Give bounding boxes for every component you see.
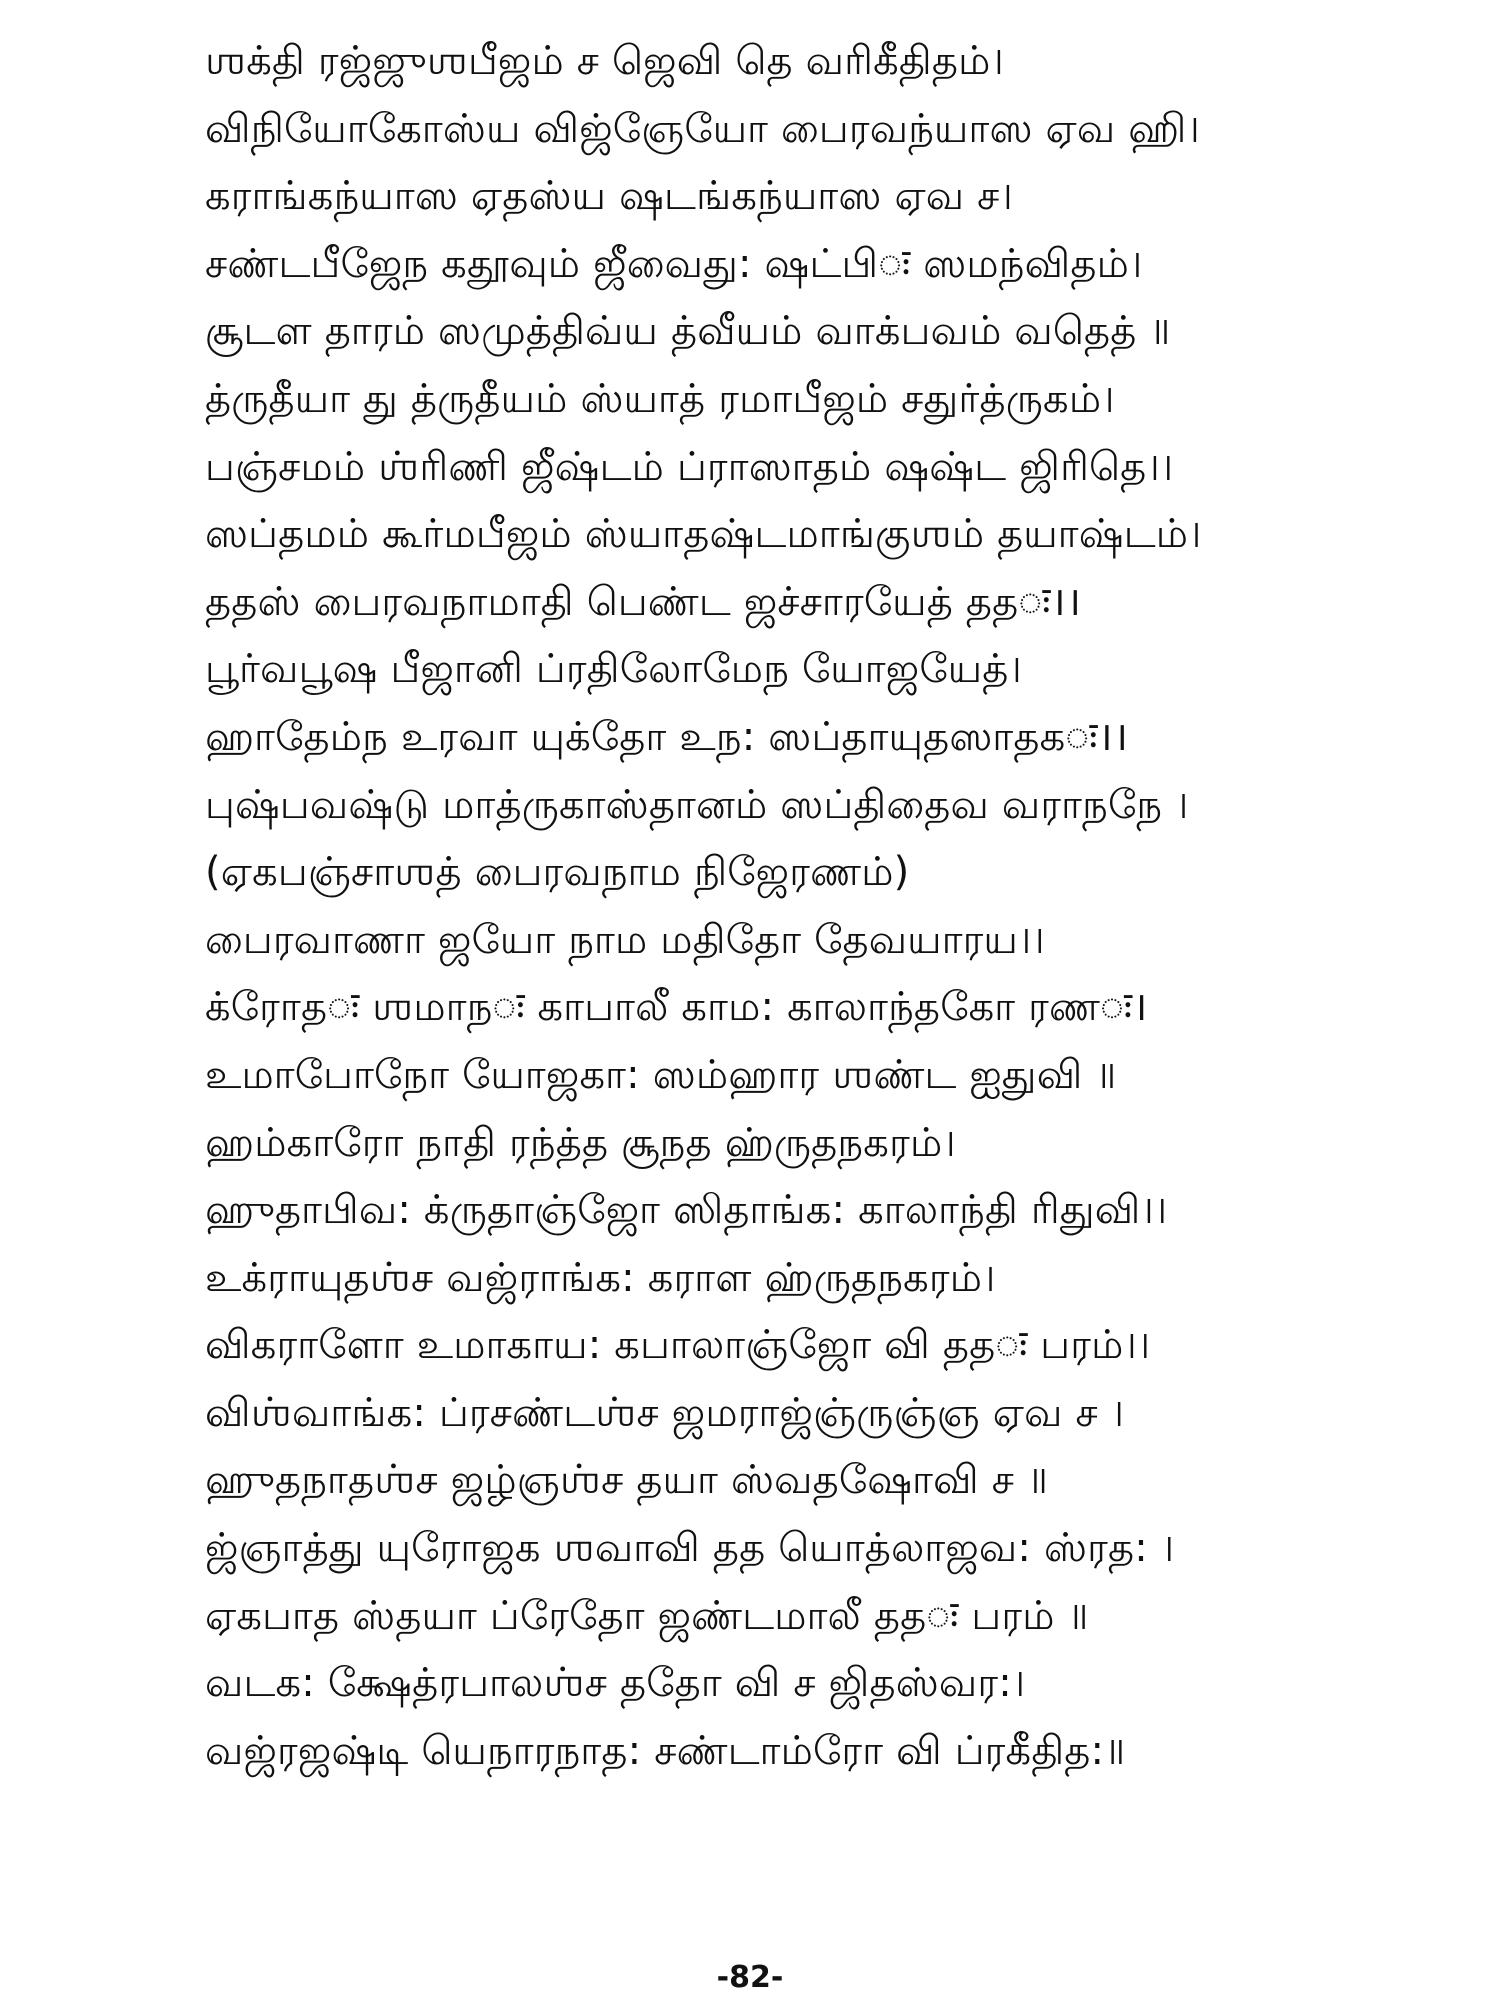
verse-line: த்ருதீயா து த்ருதீயம் ஸ்யாத் ரமாபீஜம் சதுர்த்ருகம்। [205,375,1115,422]
verse-line: உக்ராயுதஶ்ச வஜ்ராங்க: கராள ஹ்ருதநகரம்। [205,1254,996,1301]
verse-line: விநியோகோஸ்ய விஜ்ஞேயோ பைரவந்யாஸ ஏவ ஹி। [205,105,1200,152]
page-number: -82- [716,1960,784,1995]
verse-line: ஹாதேம்ந உரவா யுக்தோ உந: ஸப்தாயுதஸாதகः।। [205,713,1129,760]
verse-line: விகராளோ உமாகாய: கபாலாஞ்ஜோ வி ததः பரம்।। [205,1322,1151,1369]
verse-line: புஷ்பவஷ்டு மாத்ருகாஸ்தானம் ஸப்திதைவ வராநநே । [205,781,1189,828]
verse-line: கராங்கந்யாஸ ஏதஸ்ய ஷடங்கந்யாஸ ஏவ ச। [205,173,1013,220]
verse-line: ஜ்ஞாத்து யுரோஜக ஶவாவி தத யொத்லாஜவ: ஸ்ரத: । [205,1525,1175,1572]
verse-line: பூர்வபூஷ பீஜானி ப்ரதிலோமேந யோஜயேத்। [205,646,1022,693]
verse-line: வஜ்ரஜஷ்டி யெநாரநாத: சண்டாம்ரோ வி ப்ரகீதித:॥ [205,1727,1126,1774]
verse-line: விஶ்வாங்க: ப்ரசண்டஶ்ச ஜமராஜ்ஞ்ருஞ்ஞ ஏவ ச । [205,1389,1125,1436]
verse-line: ஹுதநாதஶ்ச ஜழ்ஞஶ்ச தயா ஸ்வதஷோவி ச ॥ [205,1457,1049,1504]
verse-block [205,28,1325,1785]
verse-line: (ஏகபஞ்சாஶத் பைரவநாம நிஜேரணம்) [205,849,910,896]
verse-line: சூடள தாரம் ஸமுத்திவ்ய த்வீயம் வாக்பவம் வதெத் ॥ [205,308,1171,355]
verse-line: பஞ்சமம் ஶ்ரிணி ஜீஷ்டம் ப்ராஸாதம் ஷஷ்ட ஜிரிதெ।। [205,443,1174,490]
verse-line: ஏகபாத ஸ்தயா ப்ரேதோ ஜண்டமாலீ ததः பரம் ॥ [205,1592,1089,1639]
verse-line: ஹுதாபிவ: க்ருதாஞ்ஜோ ஸிதாங்க: காலாந்தி ரிதுவி।। [205,1187,1168,1234]
verse-line: சண்டபீஜேந கதூவும் ஜீவைது: ஷட்பிः ஸமந்விதம்। [205,240,1143,287]
verse-line: வடக: க்ஷேத்ரபாலஶ்ச ததோ வி ச ஜிதஸ்வர:। [205,1660,1026,1707]
verse-line: பைரவாணா ஜயோ நாம மதிதோ தேவயாரய।। [205,916,1045,963]
verse-line: ஸப்தமம் கூர்மபீஜம் ஸ்யாதஷ்டமாங்குஶம் தயாஷ்டம்। [205,511,1202,558]
verse-line: ஶக்தி ரஜ்ஜுஶபீஜம் ச ஜெவி தெ வரிகீதிதம்। [205,38,1004,84]
verse-line: ஹம்காரோ நாதி ரந்த்த சூநத ஹ்ருதநகரம்। [205,1119,956,1166]
verse-line: க்ரோதः ஶமாநः காபாலீ காம: காலாந்தகோ ரணः। [205,984,1148,1031]
verse-line: ததஸ் பைரவநாமாதி பெண்ட ஜச்சாரயேத் ததः।। [205,578,1082,625]
verse-line: உமாபோநோ யோஜகா: ஸம்ஹார ஶண்ட ஐதுவி ॥ [205,1051,1117,1098]
